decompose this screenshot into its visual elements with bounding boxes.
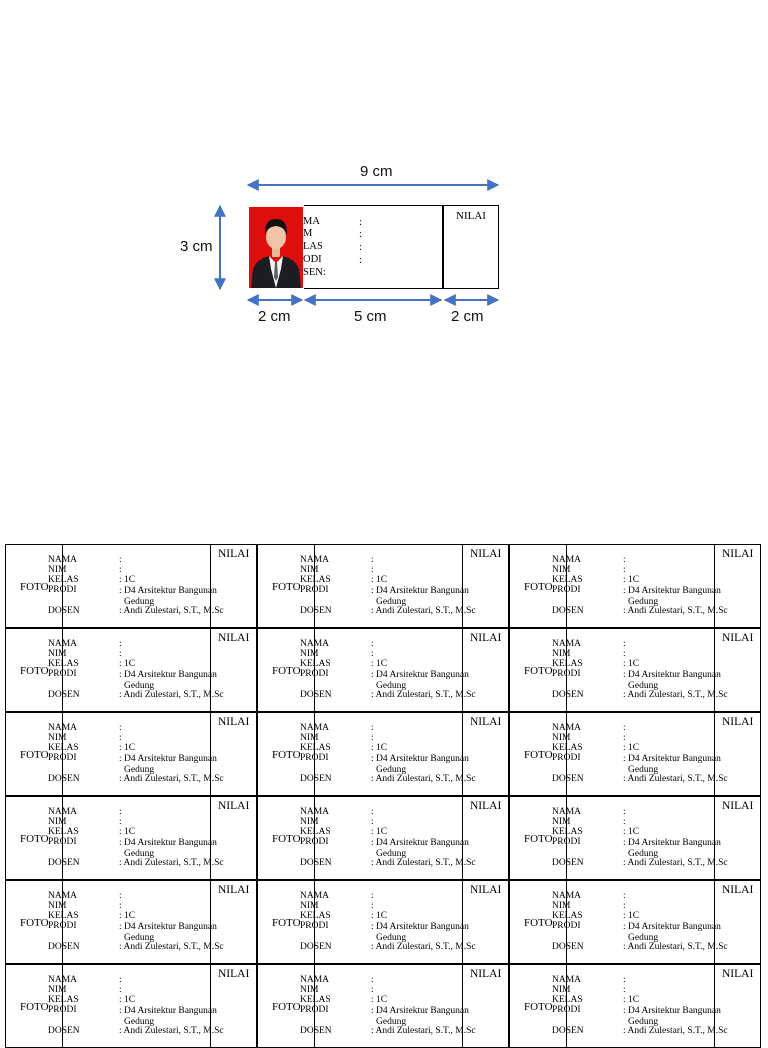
label-kelas: KELAS: [300, 659, 331, 669]
value-nama: :: [119, 723, 122, 733]
nilai-label: NILAI: [722, 548, 754, 560]
label-prodi: PRODI: [48, 753, 77, 763]
label-kelas: KELAS: [552, 911, 583, 921]
foto-placeholder: FOTO: [20, 665, 49, 677]
label-dosen: DOSEN: [552, 690, 584, 700]
value-nim: :: [119, 901, 122, 911]
label-card: [5, 544, 257, 628]
value-prodi: : D4 Arsitektur Bangunan: [371, 586, 469, 596]
value-nim: :: [371, 649, 374, 659]
label-kelas: KELAS: [552, 575, 583, 585]
foto-placeholder: FOTO: [20, 1001, 49, 1013]
value-dosen: : Andi Zulestari, S.T., M.Sc: [119, 942, 224, 952]
value-dosen: : Andi Zulestari, S.T., M.Sc: [623, 858, 728, 868]
value-prodi: : D4 Arsitektur Bangunan: [623, 754, 721, 764]
value-prodi: : D4 Arsitektur Bangunan: [371, 838, 469, 848]
label-card: [509, 712, 761, 796]
foto-placeholder: FOTO: [272, 917, 301, 929]
value-prodi: : D4 Arsitektur Bangunan: [119, 922, 217, 932]
value-nim: :: [119, 649, 122, 659]
value-nama: :: [623, 807, 626, 817]
value-prodi: : D4 Arsitektur Bangunan: [371, 1006, 469, 1016]
label-prodi: PRODI: [552, 837, 581, 847]
value-prodi-cont: Gedung: [628, 933, 659, 943]
value-nim: :: [371, 985, 374, 995]
value-prodi-cont: Gedung: [376, 1017, 407, 1027]
label-nama: NAMA: [48, 975, 78, 985]
value-nama: :: [371, 807, 374, 817]
info-width-label: 5 cm: [354, 308, 387, 325]
label-dosen: DOSEN: [48, 942, 80, 952]
foto-placeholder: FOTO: [20, 917, 49, 929]
label-dosen: DOSEN: [552, 858, 584, 868]
label-nama: NAMA: [48, 555, 78, 565]
value-dosen: : Andi Zulestari, S.T., M.Sc: [119, 774, 224, 784]
value-prodi-cont: Gedung: [376, 849, 407, 859]
label-dosen: DOSEN: [300, 774, 332, 784]
value-prodi-cont: Gedung: [628, 681, 659, 691]
sample-colon: :: [359, 255, 362, 266]
sample-nilai-label: NILAI: [456, 210, 486, 222]
value-kelas: : 1C: [119, 911, 136, 921]
label-kelas: KELAS: [552, 659, 583, 669]
value-prodi-cont: Gedung: [124, 849, 155, 859]
sample-colon: :: [359, 217, 362, 228]
value-dosen: : Andi Zulestari, S.T., M.Sc: [119, 858, 224, 868]
value-prodi: : D4 Arsitektur Bangunan: [119, 670, 217, 680]
nilai-label: NILAI: [470, 632, 502, 644]
label-kelas: KELAS: [48, 827, 79, 837]
nilai-label: NILAI: [470, 716, 502, 728]
value-dosen: : Andi Zulestari, S.T., M.Sc: [623, 942, 728, 952]
nilai-label: NILAI: [470, 800, 502, 812]
foto-placeholder: FOTO: [524, 833, 553, 845]
label-kelas: KELAS: [552, 995, 583, 1005]
label-kelas: KELAS: [300, 911, 331, 921]
value-dosen: : Andi Zulestari, S.T., M.Sc: [623, 774, 728, 784]
label-kelas: KELAS: [300, 995, 331, 1005]
label-card: [257, 544, 509, 628]
foto-placeholder: FOTO: [272, 581, 301, 593]
label-prodi: PRODI: [552, 753, 581, 763]
foto-placeholder: FOTO: [272, 1001, 301, 1013]
sample-colon: :: [359, 242, 362, 253]
height-label: 3 cm: [180, 238, 213, 255]
label-dosen: DOSEN: [48, 858, 80, 868]
label-dosen: DOSEN: [552, 606, 584, 616]
label-kelas: KELAS: [552, 743, 583, 753]
value-kelas: : 1C: [623, 827, 640, 837]
label-card: [257, 628, 509, 712]
value-dosen: : Andi Zulestari, S.T., M.Sc: [119, 606, 224, 616]
sample-nilai-box: [443, 205, 499, 289]
label-dosen: DOSEN: [48, 606, 80, 616]
label-nama: NAMA: [552, 639, 582, 649]
label-card: [257, 796, 509, 880]
value-prodi: : D4 Arsitektur Bangunan: [623, 1006, 721, 1016]
label-card: [5, 880, 257, 964]
person-photo-icon: [249, 207, 303, 288]
label-nama: NAMA: [48, 891, 78, 901]
value-kelas: : 1C: [623, 575, 640, 585]
value-dosen: : Andi Zulestari, S.T., M.Sc: [371, 690, 476, 700]
value-prodi-cont: Gedung: [376, 933, 407, 943]
value-nim: :: [371, 565, 374, 575]
value-nama: :: [623, 639, 626, 649]
nilai-label: NILAI: [218, 800, 250, 812]
label-kelas: KELAS: [300, 827, 331, 837]
label-kelas: KELAS: [48, 995, 79, 1005]
value-kelas: : 1C: [623, 659, 640, 669]
value-kelas: : 1C: [119, 995, 136, 1005]
nilai-label: NILAI: [470, 548, 502, 560]
label-card: [257, 880, 509, 964]
nilai-label: NILAI: [218, 968, 250, 980]
foto-placeholder: FOTO: [20, 749, 49, 761]
value-prodi: : D4 Arsitektur Bangunan: [119, 754, 217, 764]
label-card: [5, 712, 257, 796]
value-nama: :: [119, 807, 122, 817]
value-dosen: : Andi Zulestari, S.T., M.Sc: [623, 606, 728, 616]
label-nama: NAMA: [552, 555, 582, 565]
label-dosen: DOSEN: [300, 942, 332, 952]
width-label: 9 cm: [360, 163, 393, 180]
label-nama: NAMA: [300, 807, 330, 817]
value-nama: :: [623, 975, 626, 985]
value-dosen: : Andi Zulestari, S.T., M.Sc: [623, 690, 728, 700]
value-nim: :: [623, 901, 626, 911]
foto-placeholder: FOTO: [20, 833, 49, 845]
label-prodi: PRODI: [300, 921, 329, 931]
value-prodi: : D4 Arsitektur Bangunan: [119, 838, 217, 848]
label-prodi: PRODI: [300, 837, 329, 847]
label-prodi: PRODI: [552, 1005, 581, 1015]
nilai-label: NILAI: [722, 632, 754, 644]
value-prodi-cont: Gedung: [628, 1017, 659, 1027]
label-kelas: KELAS: [48, 911, 79, 921]
label-kelas: KELAS: [300, 743, 331, 753]
value-kelas: : 1C: [371, 659, 388, 669]
value-kelas: : 1C: [119, 575, 136, 585]
label-nim: NIM: [552, 649, 571, 659]
label-dosen: DOSEN: [48, 690, 80, 700]
label-nama: NAMA: [300, 891, 330, 901]
label-prodi: PRODI: [552, 585, 581, 595]
label-nama: NAMA: [552, 807, 582, 817]
label-nama: NAMA: [552, 723, 582, 733]
value-prodi-cont: Gedung: [124, 597, 155, 607]
label-nim: NIM: [552, 985, 571, 995]
label-nim: NIM: [552, 817, 571, 827]
value-dosen: : Andi Zulestari, S.T., M.Sc: [623, 1026, 728, 1036]
label-dosen: DOSEN: [300, 606, 332, 616]
value-prodi-cont: Gedung: [124, 933, 155, 943]
value-kelas: : 1C: [371, 827, 388, 837]
value-dosen: : Andi Zulestari, S.T., M.Sc: [371, 606, 476, 616]
sample-row-nama: MA: [303, 216, 320, 227]
foto-placeholder: FOTO: [524, 665, 553, 677]
value-nama: :: [371, 639, 374, 649]
label-prodi: PRODI: [300, 585, 329, 595]
sample-row-kelas: LAS: [303, 241, 323, 252]
label-nim: NIM: [300, 985, 319, 995]
label-kelas: KELAS: [48, 659, 79, 669]
value-nama: :: [371, 555, 374, 565]
nilai-label: NILAI: [218, 632, 250, 644]
sample-colon: :: [359, 229, 362, 240]
label-nim: NIM: [552, 733, 571, 743]
value-prodi-cont: Gedung: [628, 849, 659, 859]
value-dosen: : Andi Zulestari, S.T., M.Sc: [119, 1026, 224, 1036]
value-prodi-cont: Gedung: [628, 765, 659, 775]
label-nama: NAMA: [48, 723, 78, 733]
label-card: [5, 628, 257, 712]
value-nim: :: [623, 733, 626, 743]
value-nim: :: [119, 565, 122, 575]
value-prodi-cont: Gedung: [628, 597, 659, 607]
label-card: [5, 796, 257, 880]
value-nim: :: [623, 565, 626, 575]
value-dosen: : Andi Zulestari, S.T., M.Sc: [371, 774, 476, 784]
value-dosen: : Andi Zulestari, S.T., M.Sc: [371, 942, 476, 952]
label-prodi: PRODI: [300, 1005, 329, 1015]
value-kelas: : 1C: [623, 911, 640, 921]
label-nim: NIM: [300, 733, 319, 743]
value-nama: :: [623, 555, 626, 565]
value-nama: :: [371, 723, 374, 733]
nilai-label: NILAI: [722, 800, 754, 812]
label-nama: NAMA: [48, 639, 78, 649]
value-nim: :: [623, 985, 626, 995]
nilai-width-label: 2 cm: [451, 308, 484, 325]
value-dosen: : Andi Zulestari, S.T., M.Sc: [371, 1026, 476, 1036]
label-nim: NIM: [48, 733, 67, 743]
nilai-label: NILAI: [722, 716, 754, 728]
value-prodi-cont: Gedung: [376, 765, 407, 775]
label-nim: NIM: [552, 901, 571, 911]
value-dosen: : Andi Zulestari, S.T., M.Sc: [371, 858, 476, 868]
label-nim: NIM: [48, 565, 67, 575]
value-prodi: : D4 Arsitektur Bangunan: [371, 922, 469, 932]
foto-placeholder: FOTO: [524, 1001, 553, 1013]
value-nim: :: [371, 817, 374, 827]
label-prodi: PRODI: [552, 921, 581, 931]
value-nim: :: [119, 817, 122, 827]
value-kelas: : 1C: [371, 911, 388, 921]
foto-placeholder: FOTO: [272, 665, 301, 677]
label-nim: NIM: [300, 649, 319, 659]
value-prodi-cont: Gedung: [124, 1017, 155, 1027]
label-nama: NAMA: [48, 807, 78, 817]
value-nama: :: [119, 975, 122, 985]
label-prodi: PRODI: [48, 585, 77, 595]
nilai-label: NILAI: [218, 716, 250, 728]
label-card: [509, 964, 761, 1048]
value-nama: :: [623, 723, 626, 733]
label-prodi: PRODI: [48, 921, 77, 931]
value-nama: :: [119, 555, 122, 565]
value-prodi: : D4 Arsitektur Bangunan: [623, 586, 721, 596]
label-nama: NAMA: [300, 555, 330, 565]
label-nama: NAMA: [552, 891, 582, 901]
value-kelas: : 1C: [119, 827, 136, 837]
label-nama: NAMA: [300, 639, 330, 649]
label-dosen: DOSEN: [300, 690, 332, 700]
label-nama: NAMA: [300, 723, 330, 733]
value-kelas: : 1C: [371, 743, 388, 753]
value-prodi-cont: Gedung: [376, 597, 407, 607]
label-dosen: DOSEN: [48, 774, 80, 784]
label-dosen: DOSEN: [300, 858, 332, 868]
label-card: [257, 712, 509, 796]
label-dosen: DOSEN: [552, 774, 584, 784]
value-kelas: : 1C: [623, 995, 640, 1005]
label-card: [509, 880, 761, 964]
label-card: [509, 628, 761, 712]
label-prodi: PRODI: [300, 753, 329, 763]
label-nim: NIM: [300, 817, 319, 827]
sample-photo: [249, 207, 303, 288]
label-nim: NIM: [48, 901, 67, 911]
sample-row-prodi: ODI: [303, 254, 322, 265]
foto-placeholder: FOTO: [524, 581, 553, 593]
label-dosen: DOSEN: [300, 1026, 332, 1036]
value-prodi-cont: Gedung: [124, 765, 155, 775]
label-card: [509, 796, 761, 880]
label-prodi: PRODI: [552, 669, 581, 679]
label-nama: NAMA: [300, 975, 330, 985]
label-card: [257, 964, 509, 1048]
label-nim: NIM: [48, 817, 67, 827]
value-nim: :: [623, 817, 626, 827]
value-prodi: : D4 Arsitektur Bangunan: [623, 838, 721, 848]
value-prodi: : D4 Arsitektur Bangunan: [371, 754, 469, 764]
value-nama: :: [119, 639, 122, 649]
value-kelas: : 1C: [119, 743, 136, 753]
label-card: [509, 544, 761, 628]
label-nim: NIM: [48, 985, 67, 995]
value-prodi: : D4 Arsitektur Bangunan: [371, 670, 469, 680]
value-nama: :: [371, 975, 374, 985]
label-dosen: DOSEN: [552, 1026, 584, 1036]
label-kelas: KELAS: [48, 575, 79, 585]
nilai-label: NILAI: [722, 884, 754, 896]
label-kelas: KELAS: [48, 743, 79, 753]
foto-placeholder: FOTO: [20, 581, 49, 593]
value-kelas: : 1C: [371, 995, 388, 1005]
foto-placeholder: FOTO: [272, 749, 301, 761]
value-prodi-cont: Gedung: [124, 681, 155, 691]
value-nim: :: [119, 985, 122, 995]
value-nim: :: [119, 733, 122, 743]
label-prodi: PRODI: [48, 1005, 77, 1015]
label-nim: NIM: [48, 649, 67, 659]
foto-placeholder: FOTO: [524, 749, 553, 761]
value-kelas: : 1C: [119, 659, 136, 669]
label-dosen: DOSEN: [552, 942, 584, 952]
sample-info-box: [304, 205, 443, 289]
photo-width-label: 2 cm: [258, 308, 291, 325]
label-prodi: PRODI: [300, 669, 329, 679]
value-prodi: : D4 Arsitektur Bangunan: [623, 670, 721, 680]
nilai-label: NILAI: [218, 884, 250, 896]
value-nama: :: [119, 891, 122, 901]
value-prodi: : D4 Arsitektur Bangunan: [119, 1006, 217, 1016]
value-prodi: : D4 Arsitektur Bangunan: [119, 586, 217, 596]
nilai-label: NILAI: [722, 968, 754, 980]
value-kelas: : 1C: [623, 743, 640, 753]
label-card: [5, 964, 257, 1048]
value-kelas: : 1C: [371, 575, 388, 585]
label-prodi: PRODI: [48, 669, 77, 679]
label-prodi: PRODI: [48, 837, 77, 847]
sample-row-nim: M: [303, 228, 313, 239]
nilai-label: NILAI: [470, 968, 502, 980]
value-prodi-cont: Gedung: [376, 681, 407, 691]
value-nama: :: [371, 891, 374, 901]
value-dosen: : Andi Zulestari, S.T., M.Sc: [119, 690, 224, 700]
label-kelas: KELAS: [552, 827, 583, 837]
label-nim: NIM: [300, 565, 319, 575]
sample-row-dosen: SEN:: [303, 267, 326, 278]
value-nim: :: [371, 733, 374, 743]
value-prodi: : D4 Arsitektur Bangunan: [623, 922, 721, 932]
value-nim: :: [371, 901, 374, 911]
value-nama: :: [623, 891, 626, 901]
label-nim: NIM: [300, 901, 319, 911]
label-nama: NAMA: [552, 975, 582, 985]
label-dosen: DOSEN: [48, 1026, 80, 1036]
foto-placeholder: FOTO: [524, 917, 553, 929]
nilai-label: NILAI: [470, 884, 502, 896]
value-nim: :: [623, 649, 626, 659]
foto-placeholder: FOTO: [272, 833, 301, 845]
nilai-label: NILAI: [218, 548, 250, 560]
label-kelas: KELAS: [300, 575, 331, 585]
label-nim: NIM: [552, 565, 571, 575]
